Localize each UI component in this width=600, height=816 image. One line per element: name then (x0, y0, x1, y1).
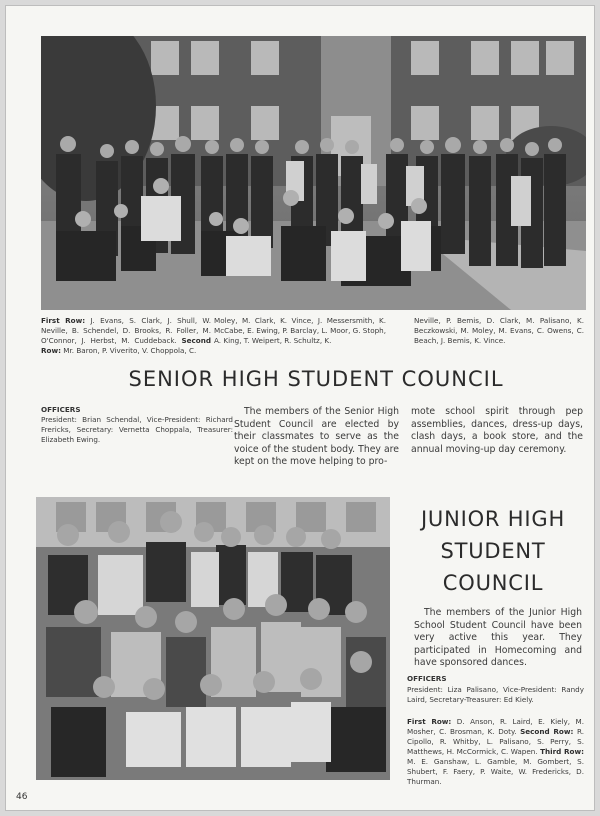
junior-first-row-names: D. Anson, R. Laird, E. Kiely, M. Mosher, C. Brosman, K. Doty. (407, 717, 584, 736)
junior-first-row-label: First Row: (407, 717, 452, 726)
senior-photo-drawing (41, 36, 586, 310)
junior-second-row-names: R. Cipollo, R. Whitby, L. Palisano, S. Perry, S. Matthews, H. McCormick, C. Wapen. (407, 727, 584, 756)
senior-officers-heading: OFFICERS (41, 405, 81, 414)
junior-title-line3: COUNCIL (442, 571, 544, 595)
junior-officers-heading: OFFICERS (407, 674, 447, 683)
junior-row-captions (407, 717, 584, 787)
senior-officers-text: President: Brian Schendal, Vice-President: Richard Frericks, Secretary: Vernetta Choppala, Treasurer: Elizabeth Ewing. (41, 415, 233, 444)
senior-body-col2: mote school spirit through pep assemblies, dances, dress-up days, clash days, a book store, and the annual moving-up day ceremony. (411, 406, 583, 455)
senior-body-col1: The members of the Senior High Student Council are elected by their classmates to serve as the voice of the student body. They are kept on the move helping to pro- (234, 406, 399, 467)
junior-title (404, 503, 582, 599)
senior-council-photo (41, 36, 586, 310)
first-row-label: First Row: (41, 316, 86, 325)
senior-caption-col1 (41, 316, 211, 356)
page-number: 46 (16, 792, 28, 802)
senior-first-row-names: J. Evans, S. Clark, J. Shull, W. Neville, B. Schendel, D. Brooks, R. Foller, M. O'Connor, J. Herbst, M. Cuddeback. (41, 316, 211, 345)
junior-body: The members of the Junior High School Student Council have been very active this year. They participated in Homecoming and have sponsored dances. (414, 607, 582, 668)
yearbook-page (5, 5, 595, 811)
junior-photo-drawing (36, 497, 390, 780)
junior-title-line1: JUNIOR HIGH (420, 507, 566, 531)
senior-caption-col3: Neville, P. Bemis, D. Clark, M. Palisano, K. Beczkowski, M. Moley, M. Evans, C. Owens, C. Beach, J. Bemis, K. Vince. (414, 316, 584, 345)
junior-third-row-label: Third Row: (540, 747, 584, 756)
junior-title-line2: STUDENT (440, 539, 546, 563)
second-row-label: Second Row: (41, 336, 211, 355)
senior-second-row-names: Mr. Baron, P. Viverito, V. Choppola, C. (63, 346, 197, 355)
junior-second-row-label: Second Row: (520, 727, 574, 736)
junior-council-photo (36, 497, 390, 780)
junior-officers-text: President: Liza Palisano, Vice-President: Randy Laird, Secretary-Treasurer: Ed Kiely. (407, 685, 584, 704)
senior-caption-col2: Moley, M. Clark, K. Vince, J. Messersmith, K. McCabe, E. Ewing, P. Barclay, L. Moor, G. Stoph, A. King, T. Weipert, R. Schultz, K. (214, 316, 386, 345)
senior-title: SENIOR HIGH STUDENT COUNCIL (128, 367, 504, 391)
junior-third-row-names: M. E. Ganshaw, L. Gamble, M. Gombert, S. Shubert, F. Faery, P. Waite, W. Fredericks, D. Thurman. (407, 757, 584, 786)
